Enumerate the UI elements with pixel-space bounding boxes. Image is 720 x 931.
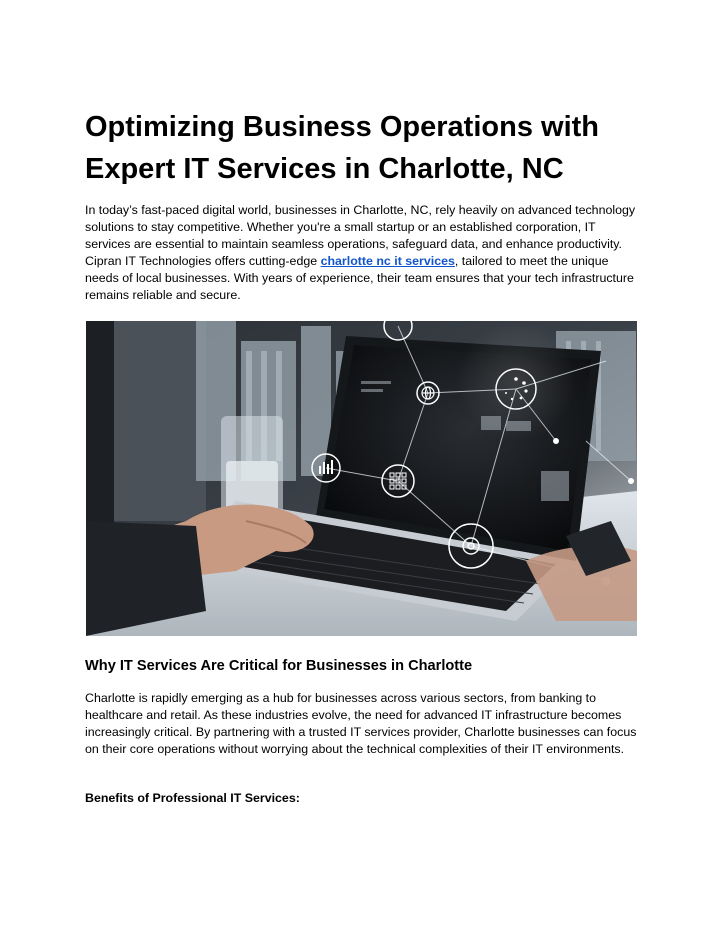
page-title: Optimizing Business Operations with Expert IT Services in Charlotte, NC <box>85 111 599 185</box>
section-heading: Why IT Services Are Critical for Businesses in Charlotte <box>85 658 473 674</box>
intro-paragraph <box>85 202 637 304</box>
intro-text-before-link: In today’s fast-paced digital world, businesses in Charlotte, NC, rely heavily on advanced technology solutions to stay competitive. Whether you're a small startup or an established corporation, IT services are essential to maintain seamless operations, safeguard data, and enhance productivity. Cipran IT Technologies offers cutting-edge <box>85 203 636 268</box>
charlotte-it-services-link[interactable]: charlotte nc it services <box>320 254 455 268</box>
water-glass <box>221 416 283 516</box>
laptop-illustration <box>86 321 637 636</box>
section-paragraph: Charlotte is rapidly emerging as a hub for businesses across various sectors, from banking to healthcare and retail. As these industries evolve, the need for advanced IT infrastructure becomes increasingly critical. By partnering with a trusted IT services provider, Charlotte businesses can focus on their core operations without worrying about the technical complexities of their IT environments. <box>85 691 637 756</box>
intro-text-after-link: , tailored to meet the unique needs of local businesses. With years of experience, their team ensures that your tech infrastructure remains reliable and secure. <box>85 254 634 302</box>
benefits-subheading: Benefits of Professional IT Services: <box>85 791 300 805</box>
laptop-network-photo <box>86 321 637 636</box>
